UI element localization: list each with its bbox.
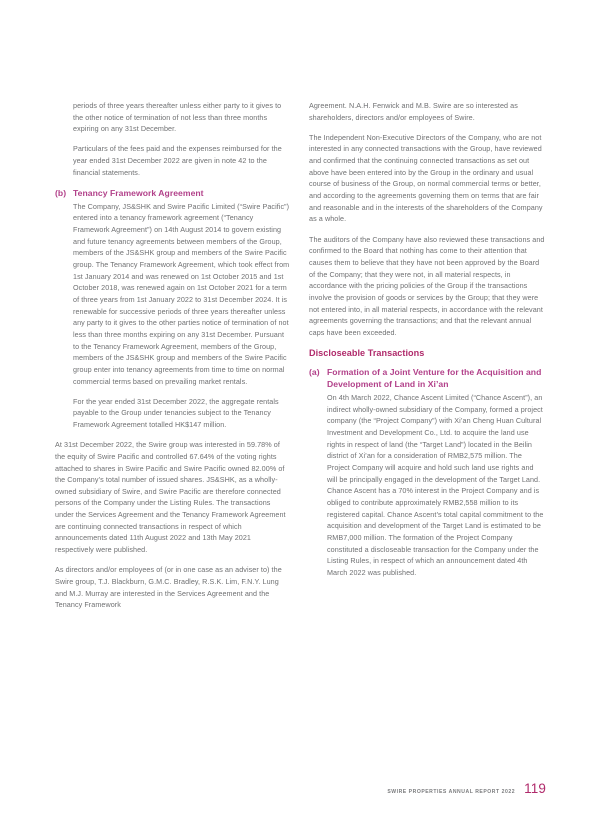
subsection-marker-b: (b) (55, 187, 67, 198)
page-number: 119 (524, 781, 546, 796)
page-footer (387, 781, 546, 796)
left-column (55, 100, 291, 619)
paragraph: At 31st December 2022, the Swire group was interested in 59.78% of the equity of Swire Pacific and controlled 67.64% of the voting rights attached to shares in Swire Pacific and Swire Pacific owned 82.00% of the Company’s total number of issued shares. JS&SHK, as a wholly-owned subsidiary of Swire, and Swire Pacific are therefore connected persons of the Company under the Listing Rules. The transactions under the Services Agreement and the Tenancy Framework Agreement are continuing connected transactions in respect of which announcements dated 11th August 2022 and 13th May 2021 respectively were published. (55, 440, 286, 555)
paragraph: The Company, JS&SHK and Swire Pacific Limited (“Swire Pacific”) entered into a tenancy framework agreement (“Tenancy Framework Agreement”) on 14th August 2014 to govern existing and future tenancy agreements between members of the Group, members of the JS&SHK group and members of the Swire Pacific group. The Tenancy Framework Agreement, which took effect from 1st January 2014 and was renewed on 1st October 2015 and 1st October 2018, was renewed again on 1st October 2021 for a term of three years from 1st January 2022 to 31st December 2024. It is renewable for successive periods of three years thereafter unless any party to it gives to the other parties notice of termination of not less than three months expiring on any 31st December. Pursuant to the Tenancy Framework Agreement, members of the Group, members of the JS&SHK group and members of the Swire Pacific group enter into tenancy agreements from time to time on normal commercial terms based on prevailing market rentals. (73, 201, 290, 386)
section-heading-discloseable-transactions: Discloseable Transactions (309, 348, 425, 359)
right-column (309, 100, 545, 619)
paragraph: Particulars of the fees paid and the expenses reimbursed for the year ended 31st December 2022 are given in note 42 to the financial statements. (73, 144, 282, 177)
subsection-heading-a (309, 366, 545, 391)
paragraph: As directors and/or employees of (or in one case as an adviser to) the Swire group, T.J. Blackburn, G.M.C. Bradley, R.S.K. Lim, F.N.Y. Lung and M.J. Murray are interested in the Services Agreement and the Tenancy Framework (55, 565, 282, 610)
paragraph: Agreement. N.A.H. Fenwick and M.B. Swire are so interested as shareholders, directors and/or employees of Swire. (309, 101, 518, 122)
subsection-heading-b (55, 187, 291, 199)
subsection-title-a: Formation of a Joint Venture for the Acquisition and Development of Land in Xi’an (327, 367, 542, 390)
paragraph: periods of three years thereafter unless either party to it gives to the other notice of termination of not less than three months expiring on any 31st December. (73, 101, 282, 134)
paragraph: On 4th March 2022, Chance Ascent Limited (“Chance Ascent”), an indirect wholly-owned subsidiary of the Company, formed a project company (the “Project Company”) with Xi’an Cheng Huan Cultural Investment and Development Co., Ltd. to acquire the land use rights in respect of land (the “Target Land”) located in the Beilin district of Xi’an for a consideration of RMB2,575 million. The Project Company will acquire and hold such land use rights and will be principally engaged in the development of the Target Land. Chance Ascent has a 70% interest in the Project Company and is obliged to contribute approximately RMB2,558 million to its registered capital. Chance Ascent’s total capital commitment to the acquisition and development of the Target Land is estimated to be RMB7,000 million. The formation of the Project Company constituted a discloseable transaction for the Company under the Listing Rules, in respect of which an announcement dated 4th March 2022 was published. (327, 393, 544, 577)
footer-report-label: SWIRE PROPERTIES ANNUAL REPORT 2022 (387, 789, 516, 795)
subsection-marker-a: (a) (309, 367, 320, 378)
two-column-body (55, 100, 545, 619)
paragraph: For the year ended 31st December 2022, the aggregate rentals payable to the Group under tenancies subject to the Tenancy Framework Agreement totalled HK$147 million. (73, 396, 279, 430)
subsection-title-b: Tenancy Framework Agreement (73, 187, 204, 198)
paragraph: The auditors of the Company have also reviewed these transactions and confirmed to the Board that nothing has come to their attention that causes them to believe that they have not been approved by the Board of the Company; that they were not, in all material respects, in accordance with the pricing policies of the Group if the transactions involve the provision of goods or services by the Group; that they were not entered into, in all material respects, in accordance with the relevant agreements governing the transactions; and that the relevant annual caps have been exceeded. (309, 234, 545, 337)
paragraph: The Independent Non-Executive Directors of the Company, who are not interested in any connected transactions with the Group, have reviewed and confirmed that the continuing connected transactions as set out above have been entered into by the Group in the ordinary and usual course of business of the Group, on normal commercial terms or better, and according to the agreements governing them on terms that are fair and reasonable and in the interests of the shareholders of the Company as a whole. (309, 132, 543, 224)
